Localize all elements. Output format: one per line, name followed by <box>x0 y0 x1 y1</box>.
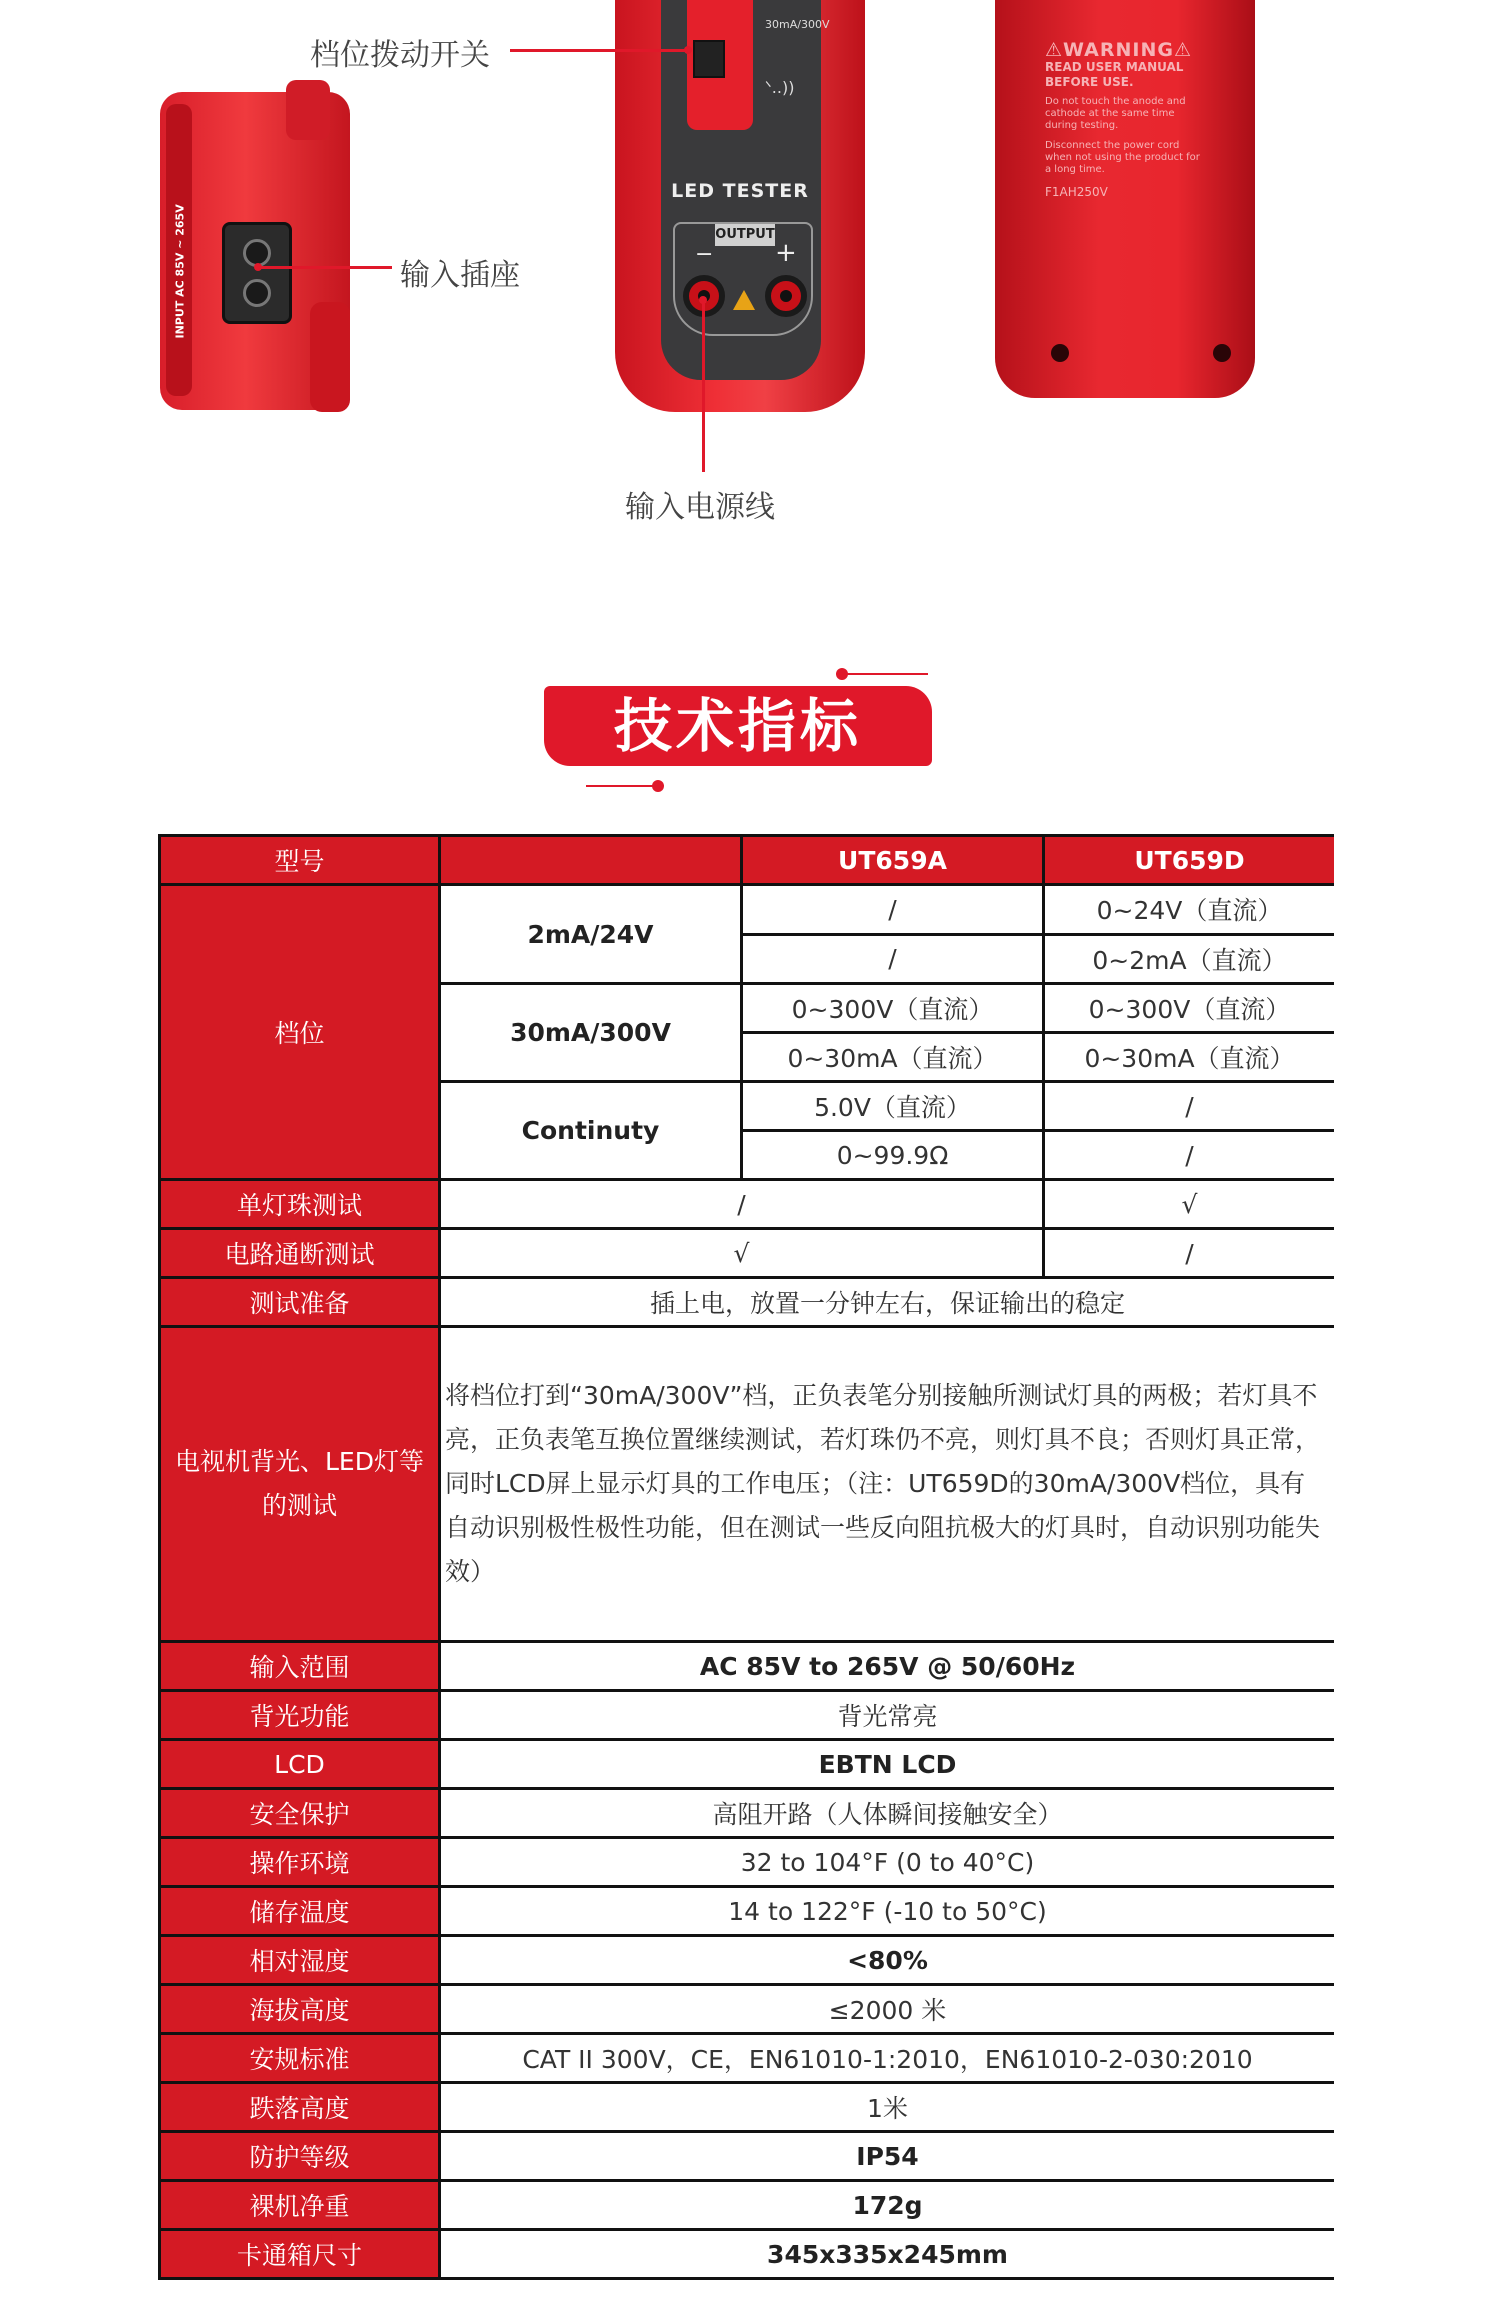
header-ut659a: UT659A <box>742 836 1044 885</box>
switch-position-label: 30mA/300V <box>765 18 830 31</box>
cell-ut659a: 5.0V（直流） <box>742 1082 1044 1131</box>
cell-value: AC 85V to 265V @ 50/60Hz <box>440 1643 1335 1691</box>
row-label: 安全保护 <box>160 1789 440 1838</box>
cell-value: 345x335x245mm <box>440 2230 1335 2279</box>
warning-title: ⚠WARNING⚠ <box>1045 39 1192 61</box>
row-label-gear: 档位 <box>160 885 440 1180</box>
plus-sign: + <box>775 238 797 268</box>
row-label: 操作环境 <box>160 1838 440 1887</box>
positive-jack <box>765 275 807 317</box>
callout-socket: 输入插座 <box>400 258 520 293</box>
screw-hole <box>1051 344 1069 362</box>
warning-text-block <box>1045 39 1207 316</box>
header-decor-line <box>840 673 928 675</box>
row-label: 背光功能 <box>160 1691 440 1740</box>
row-label: 防护等级 <box>160 2132 440 2181</box>
row-label: 相对湿度 <box>160 1936 440 1985</box>
product-photo-back <box>995 0 1255 398</box>
table-row <box>160 1838 1335 1887</box>
screw-hole <box>1213 344 1231 362</box>
cell-value: IP54 <box>440 2132 1335 2181</box>
cell-value: 172g <box>440 2181 1335 2230</box>
row-label: 卡通箱尺寸 <box>160 2230 440 2279</box>
callout-line <box>702 300 705 472</box>
row-label: LCD <box>160 1740 440 1789</box>
warning-line: Disconnect the power cord when not using the product for a long time. <box>1045 140 1200 175</box>
device-tab <box>310 302 350 412</box>
table-row <box>160 1936 1335 1985</box>
cell-ut659d: 0~2mA（直流） <box>1044 934 1335 984</box>
table-row <box>160 2230 1335 2279</box>
table-row <box>160 1229 1335 1278</box>
cell-ut659a: / <box>742 885 1044 935</box>
table-row <box>160 1740 1335 1789</box>
product-photo-left <box>160 92 350 410</box>
gear-name: 2mA/24V <box>440 885 742 984</box>
output-label: OUTPUT <box>715 224 775 246</box>
switch-buzzer-label: ᐠ..)) <box>765 78 795 97</box>
gear-name: Continuty <box>440 1082 742 1180</box>
spec-rows <box>158 1643 1334 2280</box>
input-voltage-label: INPUT AC 85V ~ 265V <box>173 204 187 339</box>
cell-value: 插上电，放置一分钟左右，保证输出的稳定 <box>440 1278 1335 1327</box>
header-decor-dot <box>836 668 848 680</box>
callout-line <box>258 266 392 269</box>
header-blank <box>440 836 742 885</box>
table-row <box>160 2034 1335 2083</box>
cell-value: EBTN LCD <box>440 1740 1335 1789</box>
spec-table <box>158 834 1334 2322</box>
device-tab <box>286 80 330 140</box>
row-label: 海拔高度 <box>160 1985 440 2034</box>
cell-ut659a: √ <box>440 1229 1044 1278</box>
cell-ut659d: 0~30mA（直流） <box>1044 1033 1335 1082</box>
cell-value: 14 to 122°F (-10 to 50°C) <box>440 1887 1335 1936</box>
callout-dot <box>684 46 692 54</box>
minus-sign: − <box>695 242 714 267</box>
row-label: 单灯珠测试 <box>160 1180 440 1229</box>
row-label: 电视机背光、LED灯等的测试 <box>160 1327 440 1642</box>
cell-ut659d: / <box>1044 1082 1335 1131</box>
fuse-label: F1AH250V <box>1045 185 1108 199</box>
table-row <box>160 1180 1335 1229</box>
socket-pin <box>243 279 271 307</box>
row-label: 电路通断测试 <box>160 1229 440 1278</box>
table-row <box>160 1789 1335 1838</box>
table-row <box>160 2132 1335 2181</box>
gear-switch <box>693 40 725 78</box>
table-row <box>160 885 1335 935</box>
cell-value: 高阻开路（人体瞬间接触安全） <box>440 1789 1335 1838</box>
callout-dot <box>699 296 707 304</box>
row-label: 裸机净重 <box>160 2181 440 2230</box>
header-ut659d: UT659D <box>1044 836 1335 885</box>
cell-ut659a: / <box>742 934 1044 984</box>
cell-ut659d: / <box>1044 1229 1335 1278</box>
row-label: 储存温度 <box>160 1887 440 1936</box>
header-decor-dot <box>652 780 664 792</box>
warning-triangle-icon <box>733 290 755 310</box>
cell-value: 32 to 104°F (0 to 40°C) <box>440 1838 1335 1887</box>
table-row <box>160 1985 1335 2034</box>
warning-line: Do not touch the anode and cathode at the same time during testing. <box>1045 96 1186 131</box>
cell-value: ≤2000 米 <box>440 1985 1335 2034</box>
header-decor-line <box>586 785 656 787</box>
table-row <box>160 1643 1335 1691</box>
row-label: 测试准备 <box>160 1278 440 1327</box>
callout-cord: 输入电源线 <box>625 490 775 525</box>
table-row <box>160 1278 1335 1327</box>
callout-line <box>510 49 688 52</box>
section-title: 技术指标 <box>613 692 862 760</box>
cell-ut659d: 0~24V（直流） <box>1044 885 1335 935</box>
row-label: 输入范围 <box>160 1643 440 1691</box>
input-socket <box>222 222 292 324</box>
cell-ut659a: 0~99.9Ω <box>742 1131 1044 1180</box>
table-row <box>160 1887 1335 1936</box>
cell-ut659d: 0~300V（直流） <box>1044 984 1335 1033</box>
warning-subtitle: READ USER MANUAL BEFORE USE. <box>1045 60 1184 89</box>
gear-name: 30mA/300V <box>440 984 742 1082</box>
callout-dot <box>254 263 262 271</box>
callout-switch: 档位拨动开关 <box>310 38 490 73</box>
cell-ut659a: 0~300V（直流） <box>742 984 1044 1033</box>
product-photo-front <box>615 0 865 412</box>
header-model: 型号 <box>160 836 440 885</box>
cell-value: 1米 <box>440 2083 1335 2132</box>
table-row <box>160 1327 1335 1642</box>
led-tester-label: LED TESTER <box>671 180 809 202</box>
row-label: 跌落高度 <box>160 2083 440 2132</box>
cell-value: <80% <box>440 1936 1335 1985</box>
cell-description: 将档位打到“30mA/300V”档，正负表笔分别接触所测试灯具的两极；若灯具不亮，正负表笔互换位置继续测试，若灯珠仍不亮，则灯具不良；否则灯具正常，同时LCD屏上显示灯具的工作电压；（注：UT659D的30mA/300V档位，具有自动识别极性极性功能，但在测试一些反向阻抗极大的灯具时，自动识别功能失效） <box>440 1327 1335 1642</box>
cell-value: CAT II 300V，CE，EN61010-1:2010，EN61010-2-030:2010 <box>440 2034 1335 2083</box>
table-header-row <box>160 836 1335 885</box>
row-label: 安规标准 <box>160 2034 440 2083</box>
cell-value: 背光常亮 <box>440 1691 1335 1740</box>
cell-ut659d: √ <box>1044 1180 1335 1229</box>
cell-ut659a: 0~30mA（直流） <box>742 1033 1044 1082</box>
cell-ut659a: / <box>440 1180 1044 1229</box>
table-row <box>160 2181 1335 2230</box>
table-row <box>160 1691 1335 1740</box>
table-row <box>160 2083 1335 2132</box>
cell-ut659d: / <box>1044 1131 1335 1180</box>
